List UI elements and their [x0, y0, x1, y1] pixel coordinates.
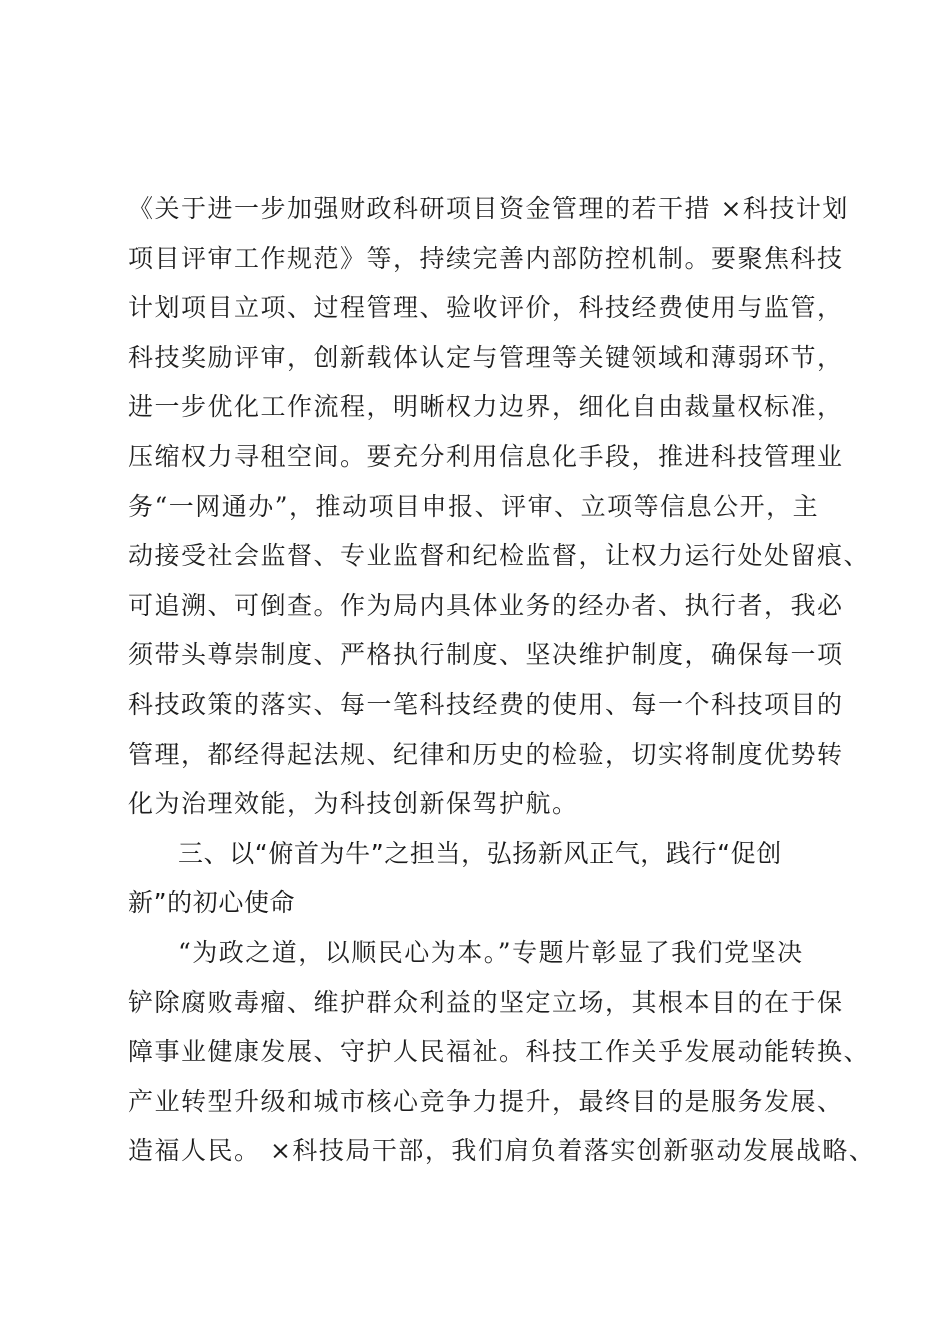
text-line: 化为治理效能，为科技创新保驾护航。	[128, 789, 579, 819]
text-line: 务“一网通办”，推动项目申报、评审、立项等信息公开，主	[128, 491, 820, 521]
paragraph-mission	[128, 928, 876, 1176]
text-line: 压缩权力寻租空间。要充分利用信息化手段，推进科技管理业	[128, 441, 844, 471]
section-heading	[128, 829, 848, 928]
text-line: 《关于进一步加强财政科研项目资金管理的若干措 ×科技计划	[128, 194, 849, 223]
text-line: 科技政策的落实、每一笔科技经费的使用、每一个科技项目的	[128, 689, 844, 719]
text-line: 管理，都经得起法规、纪律和历史的检验，切实将制度优势转	[128, 739, 844, 769]
text-line: “为政之道，以顺民心为本。”专题片彰显了我们党坚决	[178, 937, 804, 967]
document-body	[128, 184, 876, 1176]
text-line: 项目评审工作规范》等，持续完善内部防控机制。要聚焦科技	[128, 243, 844, 273]
paragraph-internal-control	[128, 184, 871, 829]
section-heading-line: 新”的初心使命	[128, 888, 296, 918]
text-line: 计划项目立项、过程管理、验收评价，科技经费使用与监管，	[128, 293, 844, 323]
text-line: 造福人民。 ×科技局干部，我们肩负着落实创新驱动发展战略、	[128, 1136, 876, 1166]
text-line: 可追溯、可倒查。作为局内具体业务的经办者、执行者，我必	[128, 590, 844, 620]
text-line: 进一步优化工作流程，明晰权力边界，细化自由裁量权标准，	[128, 392, 844, 422]
text-line: 科技奖励评审，创新载体认定与管理等关键领域和薄弱环节，	[128, 342, 844, 372]
text-line: 动接受社会监督、专业监督和纪检监督，让权力运行处处留痕、	[128, 541, 871, 571]
text-line: 障事业健康发展、守护人民福祉。科技工作关乎发展动能转换、	[128, 1037, 871, 1067]
text-line: 铲除腐败毒瘤、维护群众利益的坚定立场，其根本目的在于保	[128, 987, 844, 1017]
text-line: 须带头尊崇制度、严格执行制度、坚决维护制度，确保每一项	[128, 640, 844, 670]
section-heading-line: 三、以“俯首为牛”之担当，弘扬新风正气，践行“促创	[178, 838, 782, 868]
text-line: 产业转型升级和城市核心竞争力提升，最终目的是服务发展、	[128, 1086, 844, 1116]
